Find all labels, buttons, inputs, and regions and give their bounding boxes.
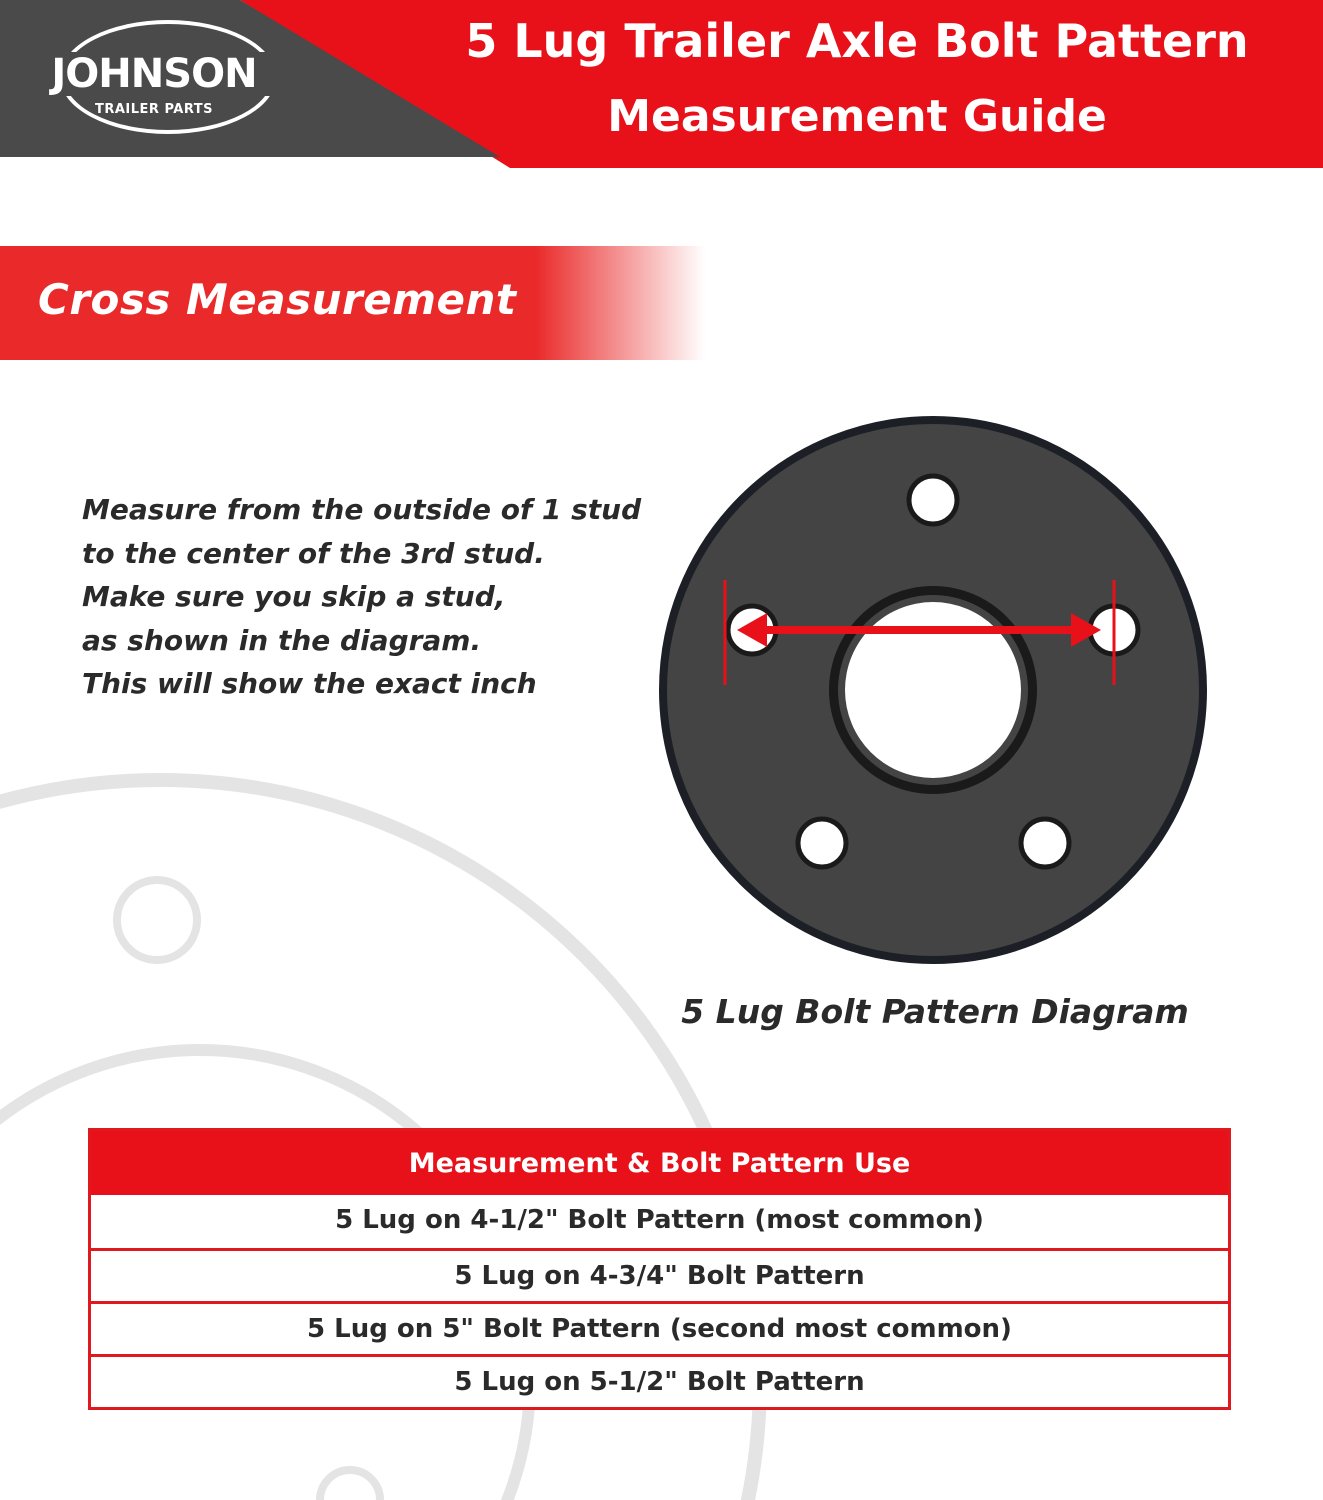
instructions-text: [82, 488, 682, 706]
page-header: [0, 0, 1323, 168]
table-header: Measurement & Bolt Pattern Use: [91, 1131, 1228, 1195]
bolt-pattern-table: [88, 1128, 1231, 1410]
stud-hole-top: [909, 476, 957, 524]
logo-tagline: TRAILER PARTS: [94, 102, 214, 117]
table-row: 5 Lug on 5" Bolt Pattern (second most common): [91, 1301, 1228, 1354]
bg-small-ring: [117, 880, 197, 960]
instruction-line: to the center of the 3rd stud.: [82, 536, 545, 570]
section-title: Cross Measurement: [38, 275, 517, 324]
logo-name: JOHNSON: [16, 52, 292, 96]
table-row: 5 Lug on 5-1/2" Bolt Pattern: [91, 1354, 1228, 1407]
instruction-line: Make sure you skip a stud,: [82, 580, 506, 613]
stud-hole-bottom-left: [798, 819, 846, 867]
bg-bottom-ring: [320, 1470, 380, 1500]
table-row: 5 Lug on 4-1/2" Bolt Pattern (most common): [335, 1205, 984, 1235]
page-title: 5 Lug Trailer Axle Bolt Pattern: [465, 14, 1249, 68]
instruction-line: as shown in the diagram.: [82, 623, 482, 657]
page-subtitle: Measurement Guide: [607, 91, 1107, 142]
instruction-line: Measure from the outside of 1 stud: [82, 493, 642, 526]
johnson-logo: [16, 18, 292, 140]
bolt-pattern-diagram: [655, 410, 1215, 970]
stud-hole-bottom-right: [1021, 819, 1069, 867]
section-banner: [0, 246, 705, 360]
table-row: 5 Lug on 4-3/4" Bolt Pattern: [91, 1248, 1228, 1301]
diagram-caption: 5 Lug Bolt Pattern Diagram: [681, 992, 1189, 1031]
instruction-line: This will show the exact inch: [82, 667, 537, 700]
